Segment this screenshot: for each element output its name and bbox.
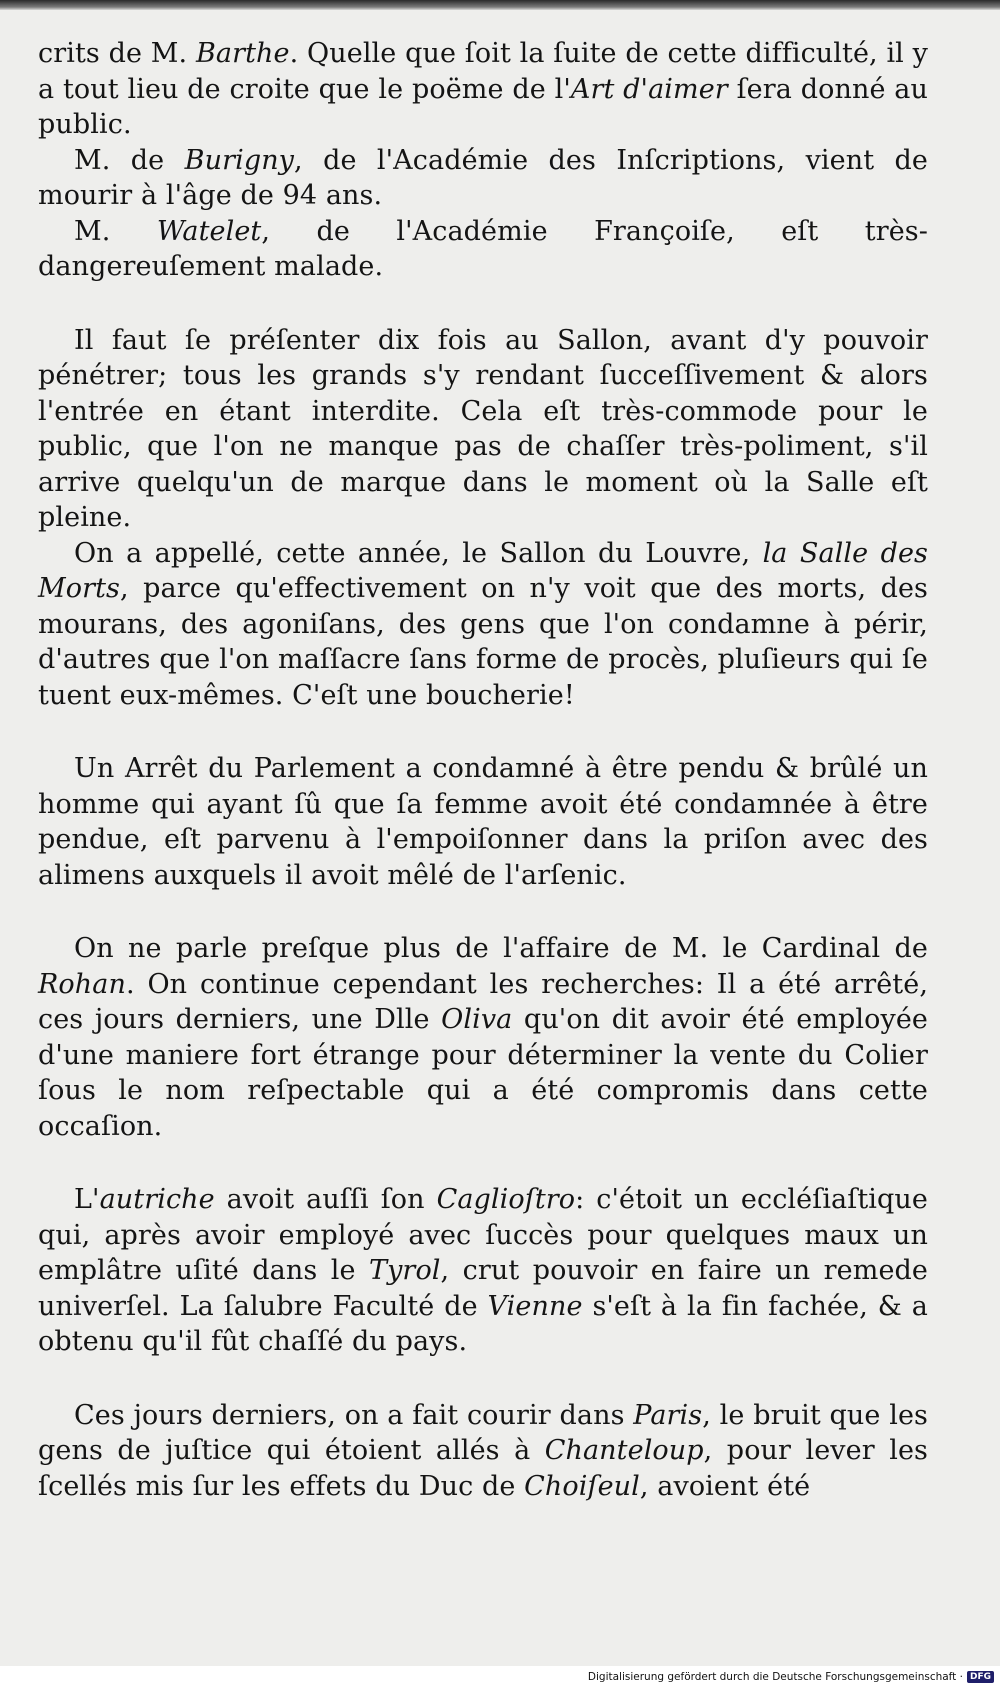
italic-name: Burigny xyxy=(184,144,295,176)
paragraph-gap xyxy=(38,893,928,931)
paragraph: On a appellé, cette année, le Sallon du Louvre, la Salle des Morts, parce qu'effectivement on n'y voit que des morts, des mourans, des agoniſans, des gens que l'on condamne à périr, d'autres que l'on maſſacre ſans forme de procès, pluſieurs qui ſe tuent eux-mêmes. C'eſt une boucherie! xyxy=(38,537,928,711)
page-top-edge xyxy=(0,0,1000,10)
page-text xyxy=(38,36,928,1504)
footer-credit: Digitalisierung gefördert durch die Deutsche Forschungsgemeinschaft · xyxy=(587,1671,963,1683)
italic-name: Paris xyxy=(633,1399,703,1431)
paragraph: M. de Burigny, de l'Académie des Inſcriptions, vient de mourir à l'âge de 94 ans. xyxy=(38,144,929,211)
italic-name: Caglioſtro xyxy=(436,1184,576,1215)
paragraph-gap xyxy=(38,1144,928,1182)
italic-name: Art d'aimer xyxy=(570,73,728,105)
paragraph: L'autriche avoit auſſi ſon Caglioſtro: c'étoit un eccléſiaſtique qui, après avoir employé avec ſuccès pour quelques maux un emplâtre uſité dans le Tyrol, crut pouvoir en faire un remede univerſel. La ſalubre Faculté de Vienne s'eſt à la fin fachée, & a obtenu qu'il fût chaſſé du pays. xyxy=(38,1184,929,1357)
italic-name: Vienne xyxy=(487,1290,583,1322)
italic-name: la Salle des Morts xyxy=(38,537,928,604)
paragraph: M. Watelet, de l'Académie Françoiſe, eſt très-dangereuſement malade. xyxy=(38,215,928,282)
paragraph: On ne parle preſque plus de l'affaire de M. le Cardinal de Rohan. On continue cependant les recherches: Il a été arrêté, ces jours derniers, une Dlle Oliva qu'on dit avoir été employée d'une maniere fort étrange pour déterminer la vente du Colier ſous le nom reſpectable qui a été compromis dans cette occaſion. xyxy=(38,933,928,1142)
italic-name: Chanteloup xyxy=(544,1435,704,1466)
paragraph-gap xyxy=(38,713,928,751)
italic-name: Watelet xyxy=(156,215,262,247)
italic-name: Rohan xyxy=(38,968,126,1000)
italic-name: Tyrol xyxy=(368,1255,441,1286)
paragraph: Il faut ſe préſenter dix fois au Sallon, avant d'y pouvoir pénétrer; tous les grands s'y rendant ſucceſſivement & alors l'entrée en étant interdite. Cela eſt très-commode pour le public, que l'on ne manque pas de chaſſer très-poliment, s'il arrive quelqu'un de marque dans le moment où la Salle eſt pleine. xyxy=(38,324,928,533)
paragraph: Ces jours derniers, on a fait courir dans Paris, le bruit que les gens de juſtice qui étoient allés à Chanteloup, pour lever les ſcellés mis ſur les effets du Duc de Choiſeul, avoient été xyxy=(38,1399,929,1502)
paragraph-gap xyxy=(38,1360,928,1398)
paragraph-gap xyxy=(38,285,928,323)
footer xyxy=(0,1666,1000,1688)
italic-name: autriche xyxy=(99,1184,215,1215)
paragraph: crits de M. Barthe. Quelle que ſoit la ſuite de cette difficulté, il y a tout lieu de croite que le poëme de l'Art d'aimer ſera donné au public. xyxy=(38,38,928,140)
italic-name: Barthe xyxy=(195,38,290,69)
italic-name: Choiſeul xyxy=(524,1470,640,1502)
italic-name: Oliva xyxy=(441,1004,513,1035)
dfg-logo: DFG xyxy=(967,1671,994,1683)
paragraph: Un Arrêt du Parlement a condamné à être pendu & brûlé un homme qui ayant ſû que ſa femme avoit été condamnée à être pendue, eſt parvenu à l'empoiſonner dans la priſon avec des alimens auxquels il avoit mêlé de l'arſenic. xyxy=(38,753,928,891)
